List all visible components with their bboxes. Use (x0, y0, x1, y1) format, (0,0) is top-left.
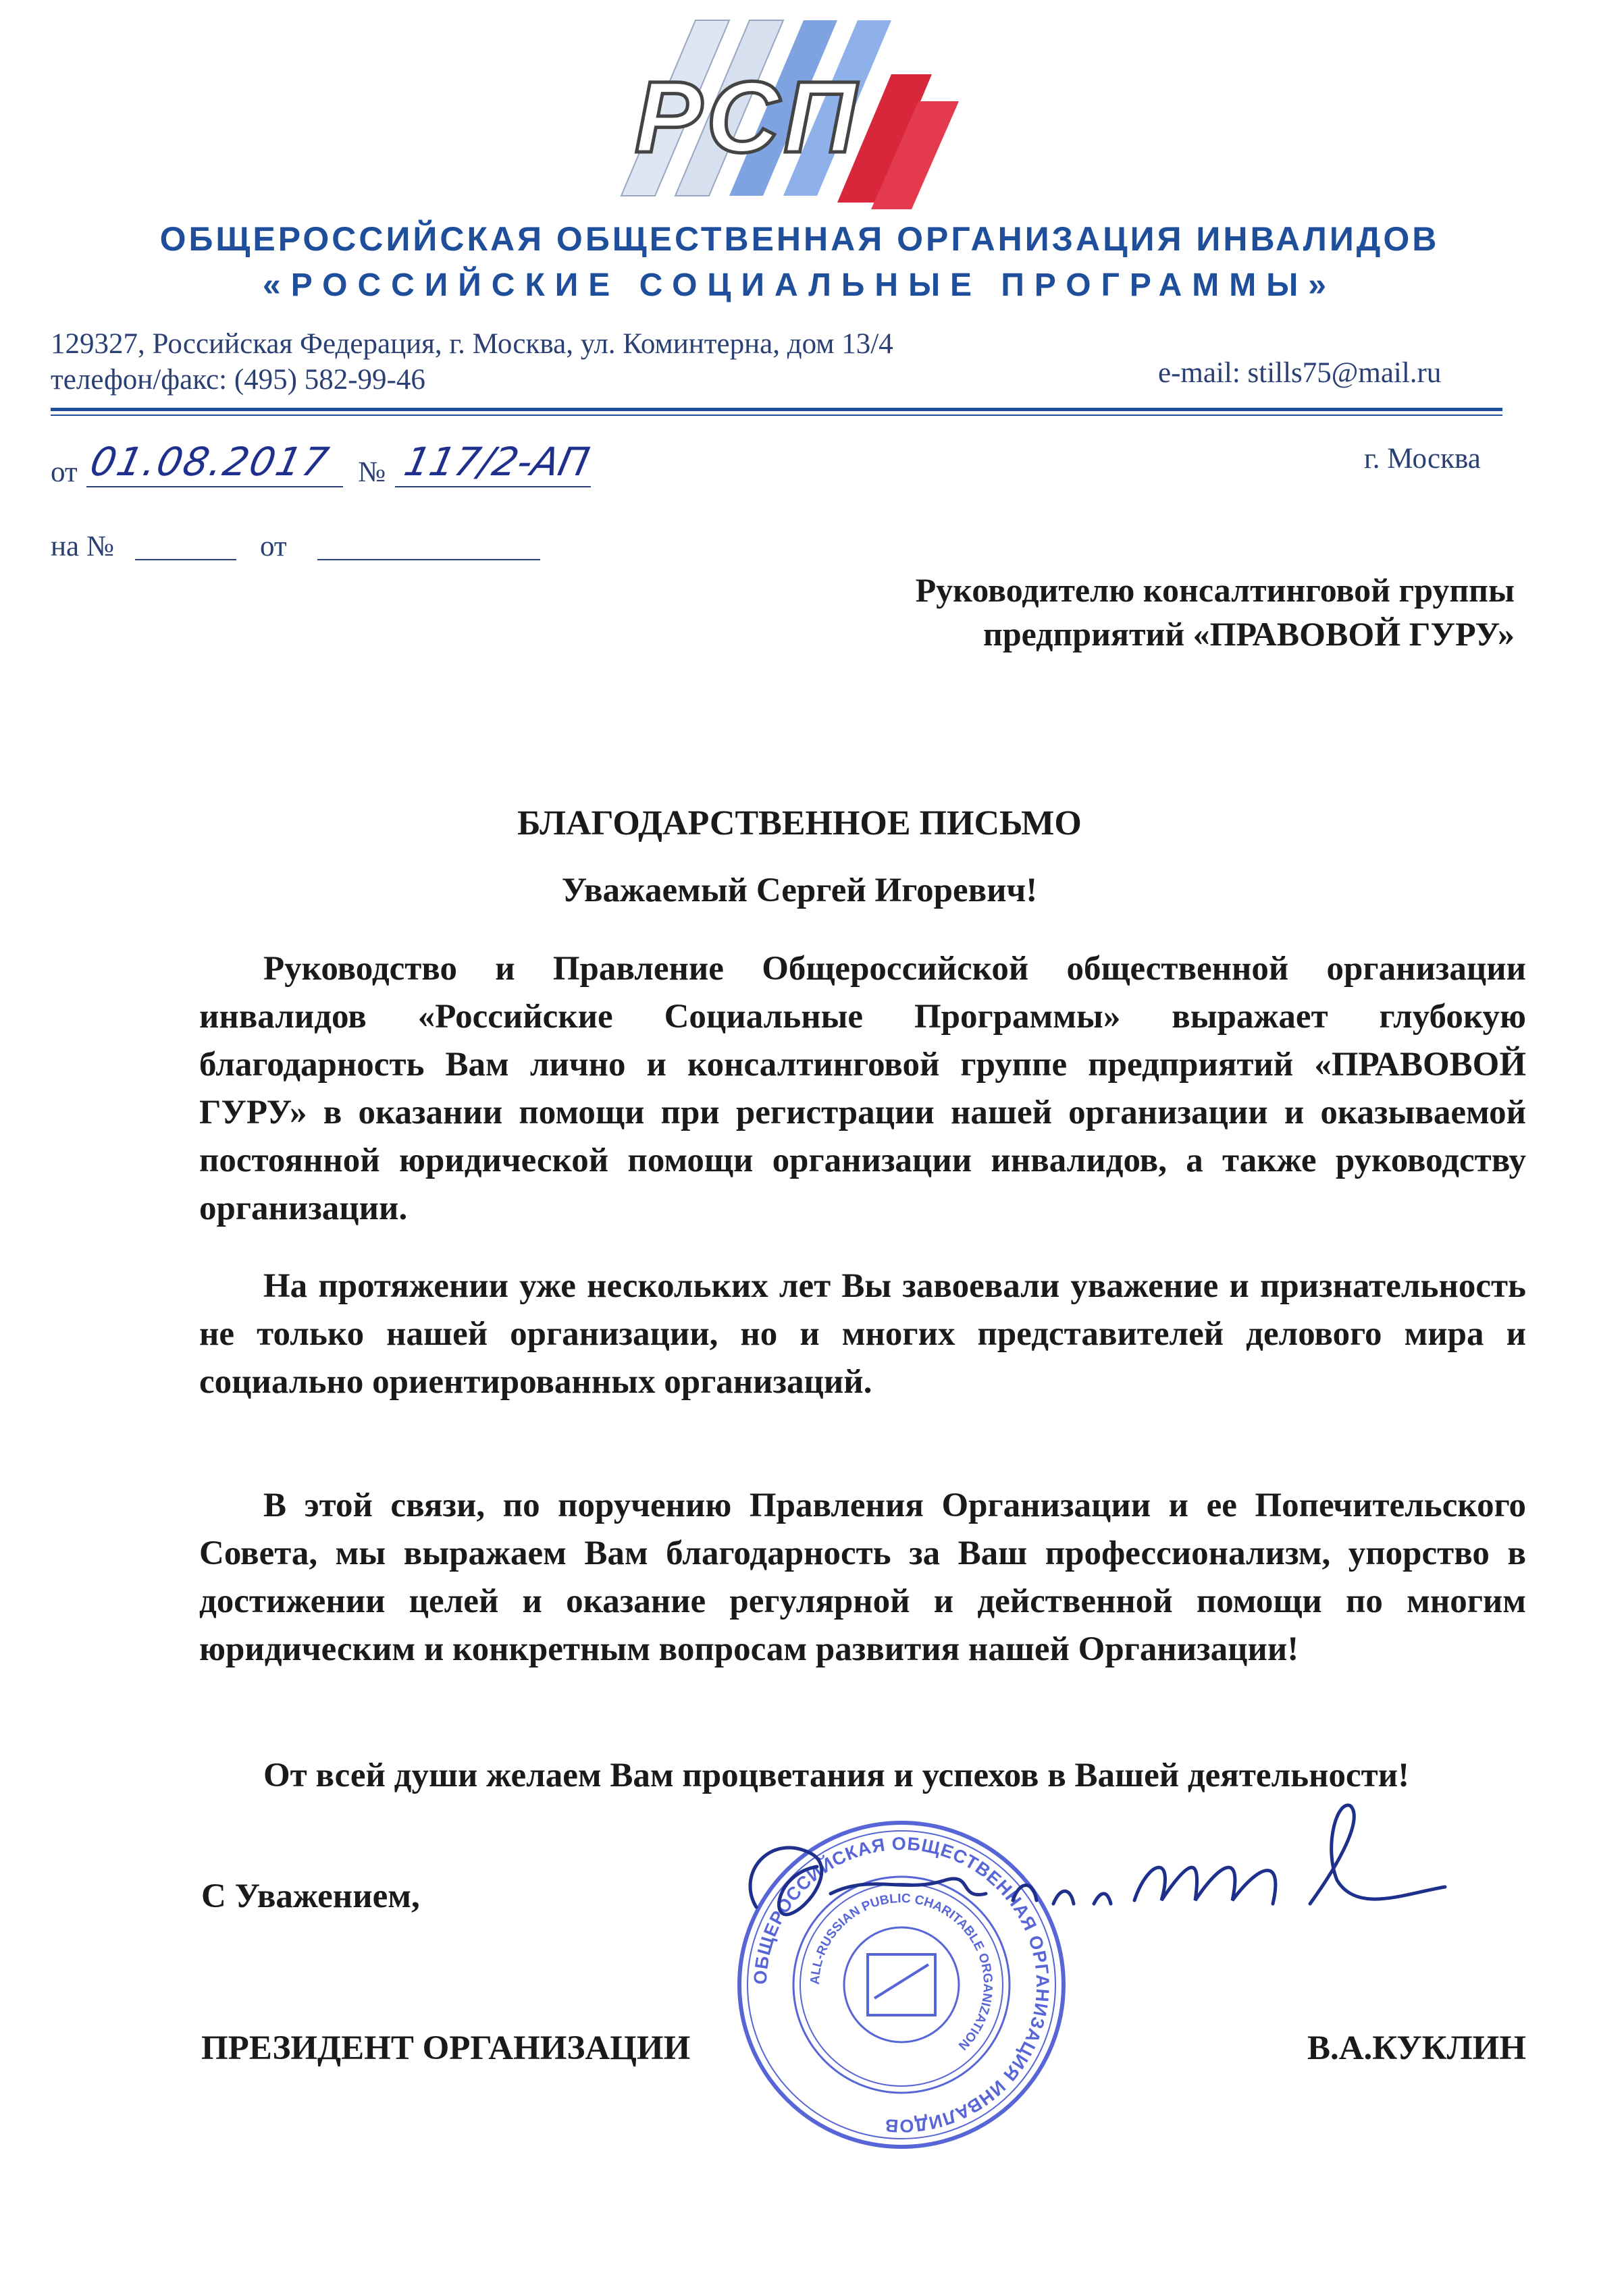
rsp-logo (594, 7, 959, 209)
handwritten-signature (729, 1792, 1472, 1941)
ref-date-label: от (51, 456, 78, 488)
header-divider-thin (51, 415, 1502, 416)
letter-title: БЛАГОДАРСТВЕННОЕ ПИСЬМО (517, 804, 1082, 843)
ref-number-handwritten: 117/2-АП (400, 439, 594, 485)
ref-date-underline (86, 486, 343, 487)
in-reply-date-label: от (260, 531, 287, 562)
svg-text:РСП: РСП (635, 60, 861, 173)
header-divider (51, 408, 1502, 411)
signer-position: ПРЕЗИДЕНТ ОРГАНИЗАЦИИ (201, 2029, 691, 2067)
body-paragraph: Руководство и Правление Общероссийской общественной организации инвалидов «Российские Социальные Программы» выражает глубокую благодарность Вам лично и консалтинговой группе предприятий «ПРАВОВОЙ ГУРУ» в оказании помощи при регистрации нашей организации и оказываемой постоянной юридической помощи организации инвалидов, а также руководству организации. (199, 950, 1526, 1227)
in-reply-date-blank (317, 559, 540, 560)
organization-name-line-1: ОБЩЕРОССИЙСКАЯ ОБЩЕСТВЕННАЯ ОРГАНИЗАЦИЯ ИНВАЛИДОВ (159, 220, 1440, 258)
ref-number-label: № (358, 456, 386, 488)
body-paragraph: От всей души желаем Вам процветания и успехов в Вашей деятельности! (263, 1757, 1410, 1794)
svg-text:ОБЩЕРОССИЙСКАЯ ОБЩЕСТВЕННАЯ ОР: ОБЩЕРОССИЙСКАЯ ОБЩЕСТВЕННАЯ ОРГАНИЗАЦИЯ ИНВАЛИДОВ (750, 1833, 1053, 2137)
salutation: Уважаемый Сергей Игоревич! (561, 872, 1038, 909)
recipient-line-2: предприятий «ПРАВОВОЙ ГУРУ» (983, 615, 1515, 653)
in-reply-number-label: на № (51, 531, 114, 562)
address: 129327, Российская Федерация, г. Москва, ул. Коминтерна, дом 13/4 (51, 328, 893, 360)
closing: С Уважением, (201, 1877, 420, 1915)
body-paragraph: В этой связи, по поручению Правления Организации и ее Попечительского Совета, мы выражаем Вам благодарность за Ваш профессионализм, упорство в достижении целей и оказание регулярной и действенной помощи по многим юридическим и конкретным вопросам развития нашей Организации! (199, 1487, 1526, 1668)
recipient-line-1: Руководителю консалтинговой группы (915, 571, 1515, 609)
svg-text:ALL-RUSSIAN PUBLIC CHARITABLE: ALL-RUSSIAN PUBLIC CHARITABLE ORGANIZATION (808, 1891, 995, 2053)
in-reply-number-blank (135, 559, 236, 560)
ref-number-underline (395, 486, 591, 487)
signer-name: В.А.КУКЛИН (1307, 2029, 1526, 2067)
body-paragraph: На протяжении уже нескольких лет Вы завоевали уважение и признательность не только нашей организации, но и многих представителей делового мира и социально ориентированных организаций. (199, 1267, 1526, 1401)
organization-name-line-2: «РОССИЙСКИЕ СОЦИАЛЬНЫЕ ПРОГРАММЫ» (263, 267, 1336, 303)
ref-date-handwritten: 01.08.2017 (86, 439, 334, 485)
phone-fax: телефон/факс: (495) 582-99-46 (51, 364, 425, 396)
email: e-mail: stills75@mail.ru (1158, 357, 1442, 389)
city: г. Москва (1364, 443, 1481, 475)
